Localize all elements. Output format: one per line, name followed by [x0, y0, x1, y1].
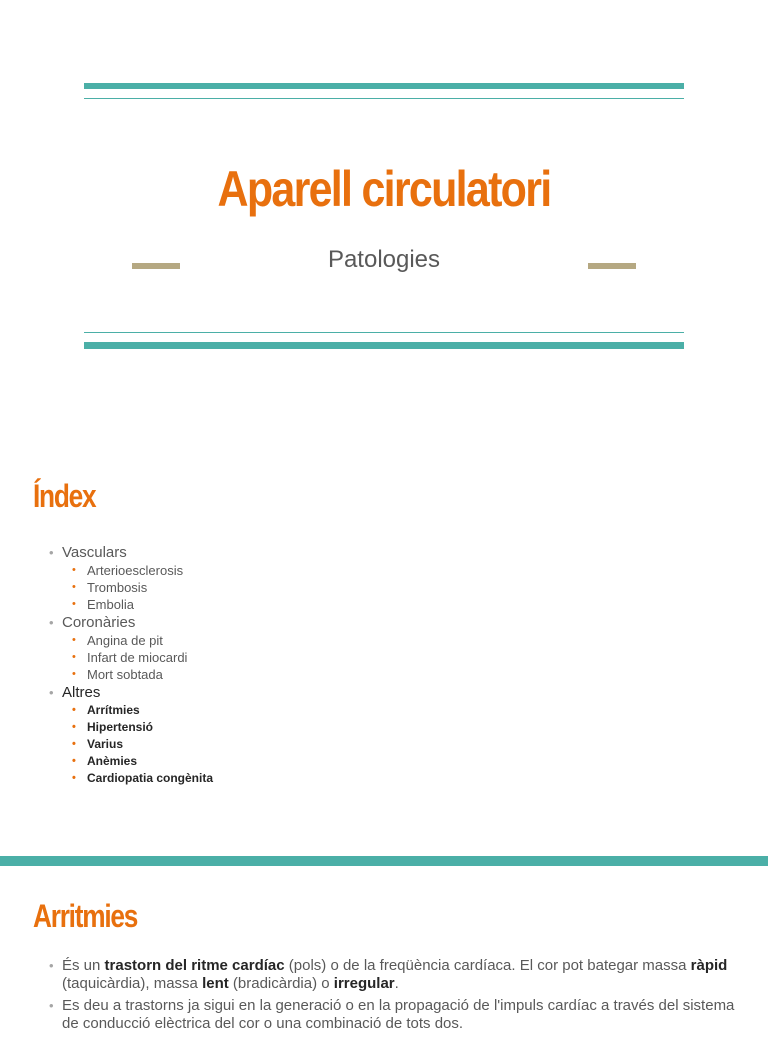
- bottom-thick-bar: [84, 342, 684, 349]
- list-item: • Angina de pit: [62, 632, 213, 649]
- group-label: Coronàries: [62, 614, 136, 631]
- presentation-subtitle: Patologies: [327, 246, 441, 273]
- presentation-title: Aparell circulatori: [217, 161, 551, 217]
- bold-text: ràpid: [690, 957, 728, 974]
- list-item: • Es deu a trastorns ja sigui en la generació o en la propagació de l'impuls cardíac a través del sistema de conducció elèctrica del cor o una combinació de tots dos.: [46, 997, 746, 1033]
- top-thick-bar: [84, 83, 684, 89]
- group-label: Altres: [62, 684, 101, 701]
- right-dash: [588, 263, 636, 269]
- index-slide: [0, 420, 768, 856]
- text-run: És un: [62, 957, 105, 974]
- list-item: • Trombosis: [62, 579, 213, 596]
- list-item: • Anèmies: [62, 753, 213, 770]
- list-item: [46, 957, 746, 993]
- list-item: • Varius: [62, 736, 213, 753]
- list-item: • Arrítmies: [62, 702, 213, 719]
- bold-text: trastorn del ritme cardíac: [104, 957, 285, 974]
- list-item: • Hipertensió: [62, 719, 213, 736]
- list-item: • Embolia: [62, 596, 213, 613]
- top-thin-line: [84, 98, 684, 99]
- arritmies-list: [46, 957, 746, 1037]
- text-run: .: [394, 975, 399, 992]
- bold-text: irregular: [333, 975, 395, 992]
- text-run: (taquicàrdia), massa: [62, 975, 203, 992]
- bold-text: lent: [202, 975, 229, 992]
- arritmies-heading: Arritmies: [33, 898, 138, 934]
- title-slide: [0, 0, 768, 420]
- list-item: • Mort sobtada: [62, 666, 213, 683]
- list-item: [46, 544, 213, 614]
- index-heading: Índex: [33, 478, 96, 514]
- group-label: Vasculars: [62, 544, 127, 561]
- list-item: • Cardiopatia congènita: [62, 770, 213, 787]
- text-run: (bradicàrdia) o: [228, 975, 334, 992]
- list-item: [46, 684, 213, 788]
- slide-separator: [0, 856, 768, 866]
- list-item: [46, 614, 213, 684]
- bottom-thin-line: [84, 332, 684, 333]
- text-run: (pols) o de la freqüència cardíaca. El cor pot bategar massa: [284, 957, 691, 974]
- arritmies-slide: [0, 866, 768, 1032]
- list-item: • Arterioesclerosis: [62, 562, 213, 579]
- list-item: • Infart de miocardi: [62, 649, 213, 666]
- index-list: [46, 544, 213, 788]
